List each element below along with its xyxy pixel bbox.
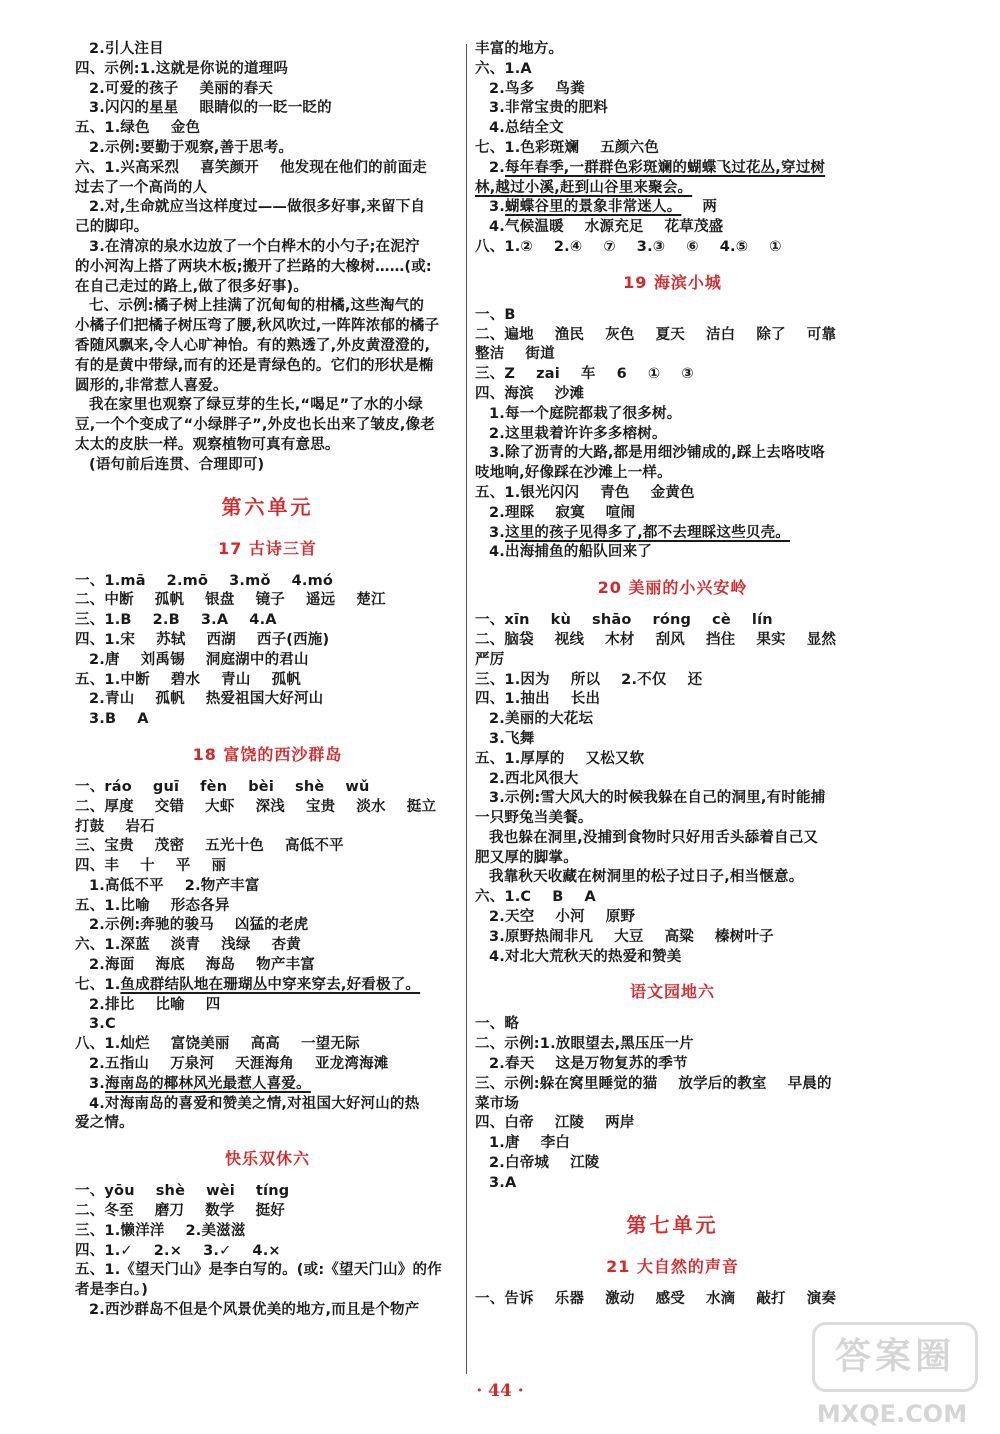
answer-line: 有的是黄中带绿,而有的还是青绿色的。它们的形状是椭 xyxy=(75,357,434,374)
answer-line: 2.青山 孤帆 热爱祖国大好河山 xyxy=(89,691,324,708)
answer-line: 己的脚印。 xyxy=(75,219,149,236)
answer-line: 四、丰 十 平 丽 xyxy=(75,858,227,875)
answer-line: 3.非常宝贵的肥料 xyxy=(489,100,608,117)
answer-line: 3.闪闪的星星 眼睛似的一眨一眨的 xyxy=(89,100,332,117)
answer-line: 整洁 街道 xyxy=(475,346,555,363)
answer-line: 四、1.✓ 2.× 3.✓ 4.× xyxy=(75,1242,281,1259)
answer-prefix: 3. xyxy=(489,199,505,216)
answer-line: 3.C xyxy=(89,1016,116,1033)
answer-line xyxy=(475,179,870,199)
answer-line: 六、1.C B A xyxy=(475,889,596,906)
answer-line: 一、ráo guī fèn bèi shè wǔ xyxy=(75,778,370,795)
answer-line: 2.天空 小河 原野 xyxy=(489,909,636,926)
page-number: · 44 · xyxy=(476,1381,524,1401)
answer-line: 五、1.《望天门山》是李白写的。(或:《望天门山》的作 xyxy=(75,1262,442,1279)
lesson-title: 19 海滨小城 xyxy=(623,272,722,292)
lesson-title: 18 富饶的西沙群岛 xyxy=(192,744,343,764)
answer-line: 二、脑袋 视线 木材 刮风 挡住 果实 显然 xyxy=(475,631,837,648)
answer-line: 3.在清凉的泉水边放了一个白桦木的小勺子;在泥泞 xyxy=(89,238,420,255)
answer-line: 五、1.厚厚的 又松又软 xyxy=(475,750,645,767)
lesson-title: 快乐双休六 xyxy=(224,1149,310,1169)
answer-line: 2.美丽的大花坛 xyxy=(489,711,594,728)
answer-line: 2.这里栽着许许多多榕树。 xyxy=(489,425,667,442)
underlined-answer: 蝴蝶谷里的景象非常迷人。 xyxy=(505,199,682,216)
lesson-title: 语文园地六 xyxy=(629,982,715,1002)
answer-line: 三、宝贵 茂密 五光十色 高低不平 xyxy=(75,838,344,855)
answer-line: 二、中断 孤帆 银盘 镜子 遥远 楚江 xyxy=(75,592,386,609)
answer-line: 六、1.深蓝 淡青 浅绿 杏黄 xyxy=(75,937,301,954)
answer-line: 2.唐 刘禹锡 洞庭湖中的君山 xyxy=(89,651,309,668)
answer-line: 2.五指山 万泉河 天涯海角 亚龙湾海滩 xyxy=(89,1056,389,1073)
answer-line: 三、1.B 2.B 3.A 4.A xyxy=(75,612,277,629)
answer-line: 太太的皮肤一样。观察植物可真有意思。 xyxy=(75,436,340,453)
answer-line: 圆形的,非常惹人喜爱。 xyxy=(75,377,228,394)
watermark-logo xyxy=(792,1318,992,1428)
watermark-url: MXQE.COM xyxy=(816,1400,968,1428)
answer-prefix: 3. xyxy=(89,1075,105,1092)
answer-line: 爱之情。 xyxy=(75,1115,134,1132)
answer-line: 一、yōu shè wèi tíng xyxy=(75,1183,290,1200)
answer-line: 者是李白。) xyxy=(75,1282,149,1299)
right-column xyxy=(475,40,870,1309)
answer-line: 4.气候温暖 水源充足 花草茂盛 xyxy=(489,219,724,236)
answer-line: 3.A xyxy=(489,1174,517,1191)
answer-line xyxy=(75,976,460,996)
answer-line: 四、1.抽出 长出 xyxy=(475,691,601,708)
answer-line: 菜市场 xyxy=(475,1095,520,1112)
answer-line: 七、示例:橘子树上挂满了沉甸甸的柑橘,这些淘气的 xyxy=(89,298,425,315)
answer-line: 吱地响,好像踩在沙滩上一样。 xyxy=(475,465,672,482)
answer-line: 2.白帝城 江陵 xyxy=(489,1155,600,1172)
answer-line: 过去了一个高尚的人 xyxy=(75,179,208,196)
answer-line: 3.B A xyxy=(89,711,149,728)
answer-line: 我也躲在洞里,没捕到食物时只好用舌头舔着自己又 xyxy=(489,829,819,846)
answer-line: 丰富的地方。 xyxy=(475,41,564,57)
answer-line: 3.除了沥青的大路,都是用细沙铺成的,踩上去咯吱咯 xyxy=(489,445,826,462)
unit-title: 第七单元 xyxy=(626,1212,719,1237)
answer-line xyxy=(475,524,870,544)
answer-line: 二、冬至 磨刀 数学 挺好 xyxy=(75,1203,285,1220)
answer-line: 4.对北大荒秋天的热爱和赞美 xyxy=(489,948,682,965)
answer-line: 1.唐 李白 xyxy=(489,1135,571,1152)
answer-line: 一、B xyxy=(475,306,516,323)
answer-line: 三、示例:躲在窝里睡觉的猫 放学后的教室 早晨的 xyxy=(475,1075,832,1092)
column-divider xyxy=(466,44,467,1374)
answer-line: 四、1.宋 苏轼 西湖 西子(西施) xyxy=(75,631,330,648)
answer-line: (语句前后连贯、合理即可) xyxy=(89,456,265,473)
answer-line: 一、告诉 乐器 激动 感受 水滴 敲打 演奏 xyxy=(475,1290,837,1307)
answer-line: 4.对海南岛的喜爱和赞美之情,对祖国大好河山的热 xyxy=(89,1095,420,1112)
answer-line: 1.高低不平 2.物产丰富 xyxy=(89,877,260,894)
answer-line: 二、遍地 渔民 灰色 夏天 洁白 除了 可靠 xyxy=(475,326,837,343)
answer-line: 2.西沙群岛不但是个风景优美的地方,而且是个物产 xyxy=(89,1302,420,1319)
watermark-text: 答案圈 xyxy=(812,1322,978,1392)
answer-line: 2.春天 这是万物复苏的季节 xyxy=(489,1056,688,1073)
answer-line xyxy=(475,198,870,218)
answer-prefix: 七、1. xyxy=(75,976,121,993)
answer-line: 二、示例:1.放眼望去,黑压压一片 xyxy=(475,1036,694,1053)
answer-line: 五、1.中断 碧水 青山 孤帆 xyxy=(75,671,301,688)
lesson-title: 17 古诗三首 xyxy=(218,538,317,558)
answer-line: 2.引人注目 xyxy=(89,41,164,57)
answer-line: 五、1.银光闪闪 青色 金黄色 xyxy=(475,484,695,501)
answer-line: 的小河沟上搭了两块木板;搬开了拦路的大橡树……(或: xyxy=(75,258,432,275)
answer-line: 2.示例:奔驰的骏马 凶猛的老虎 xyxy=(89,917,309,934)
answer-line: 2.西北风很大 xyxy=(489,770,579,787)
answer-line: 一只野兔当美餐。 xyxy=(475,810,593,827)
unit-title: 第六单元 xyxy=(221,494,314,519)
lesson-title: 20 美丽的小兴安岭 xyxy=(597,578,748,598)
answer-line: 七、1.色彩斑斓 五颜六色 xyxy=(475,139,659,156)
answer-line: 六、1.A xyxy=(475,60,532,77)
answer-line: 2.鸟多 鸟粪 xyxy=(489,80,585,97)
answer-line: 2.排比 比喻 四 xyxy=(89,996,221,1013)
underlined-answer: 鱼成群结队地在珊瑚丛中穿来穿去,好看极了。 xyxy=(120,976,421,993)
answer-line: 严厉 xyxy=(475,651,505,668)
answer-line: 香随风飘来,令人心旷神怡。有的熟透了,外皮黄澄澄的, xyxy=(75,337,431,354)
answer-line: 4.出海捕鱼的船队回来了 xyxy=(489,544,652,561)
answer-line xyxy=(475,159,870,179)
left-column xyxy=(75,40,460,1321)
answer-line: 2.示例:要勤于观察,善于思考。 xyxy=(89,139,294,156)
answer-line: 2.海面 海底 海岛 物产丰富 xyxy=(89,957,315,974)
answer-line: 打鼓 岩石 xyxy=(75,818,155,835)
answer-line: 1.每一个庭院都栽了很多树。 xyxy=(489,405,682,422)
answer-line: 3.原野热闹非凡 大豆 高粱 榛树叶子 xyxy=(489,928,774,945)
underlined-answer: 海南岛的椰林风光最惹人喜爱。 xyxy=(105,1075,311,1092)
answer-tail: 两 xyxy=(681,199,718,216)
answer-line: 三、1.因为 所以 2.不仅 还 xyxy=(475,671,703,688)
answer-line: 六、1.兴高采烈 喜笑颜开 他发现在他们的前面走 xyxy=(75,159,427,176)
answer-line: 2.理睬 寂寞 喧闹 xyxy=(489,504,636,521)
answer-line: 四、海滨 沙滩 xyxy=(475,385,585,402)
answer-line: 肥又厚的脚掌。 xyxy=(475,849,578,866)
answer-line: 小橘子们把橘子树压弯了腰,秋风吹过,一阵阵浓郁的橘子 xyxy=(75,318,440,335)
answer-prefix: 3. xyxy=(489,524,505,541)
answer-line: 五、1.绿色 金色 xyxy=(75,120,201,137)
answer-line: 四、白帝 江陵 两岸 xyxy=(475,1115,635,1132)
underlined-answer: 每年春季,一群群色彩斑斓的蝴蝶飞过花丛,穿过树 xyxy=(505,159,826,176)
answer-line: 四、示例:1.这就是你说的道理吗 xyxy=(75,60,289,77)
answer-line: 一、略 xyxy=(475,1016,520,1033)
answer-line: 我在家里也观察了绿豆芽的生长,“喝足”了水的小绿 xyxy=(89,397,423,414)
answer-line: 三、Z zai 车 6 ① ③ xyxy=(475,366,694,383)
answer-line: 八、1.② 2.④ ⑦ 3.③ ⑥ 4.⑤ ① xyxy=(475,238,782,255)
answer-line: 八、1.灿烂 富饶美丽 高高 一望无际 xyxy=(75,1036,360,1053)
answer-line: 一、1.mā 2.mō 3.mǒ 4.mó xyxy=(75,572,334,589)
answer-line: 3.示例:雪大风大的时候我躲在自己的洞里,有时能捕 xyxy=(489,790,826,807)
lesson-title: 21 大自然的声音 xyxy=(606,1256,739,1276)
answer-prefix: 2. xyxy=(489,159,505,176)
answer-line xyxy=(75,1075,460,1095)
answer-line: 3.飞舞 xyxy=(489,730,535,747)
answer-line: 一、xīn kù shāo róng cè lín xyxy=(475,612,773,629)
answer-line: 2.可爱的孩子 美丽的春天 xyxy=(89,80,273,97)
answer-line: 在自己走过的路上,做了很多好事)。 xyxy=(75,278,309,295)
answer-line: 二、厚度 交错 大虾 深浅 宝贵 淡水 挺立 xyxy=(75,798,437,815)
answer-line: 三、1.懒洋洋 2.美滋滋 xyxy=(75,1222,246,1239)
answer-line: 豆,一个个变成了“小绿胖子”,外皮也长出来了皱皮,像老 xyxy=(75,417,435,434)
answer-line: 五、1.比喻 形态各异 xyxy=(75,897,230,914)
answer-line: 4.总结全文 xyxy=(489,120,564,137)
answer-line: 我靠秋天收藏在树洞里的松子过日子,相当惬意。 xyxy=(489,869,804,886)
answer-line: 2.对,生命就应当这样度过——做很多好事,来留下自 xyxy=(89,199,426,216)
underlined-answer: 这里的孩子见得多了,都不去理睬这些贝壳。 xyxy=(505,524,791,541)
underlined-answer: 林,越过小溪,赶到山谷里来聚会。 xyxy=(475,179,693,196)
